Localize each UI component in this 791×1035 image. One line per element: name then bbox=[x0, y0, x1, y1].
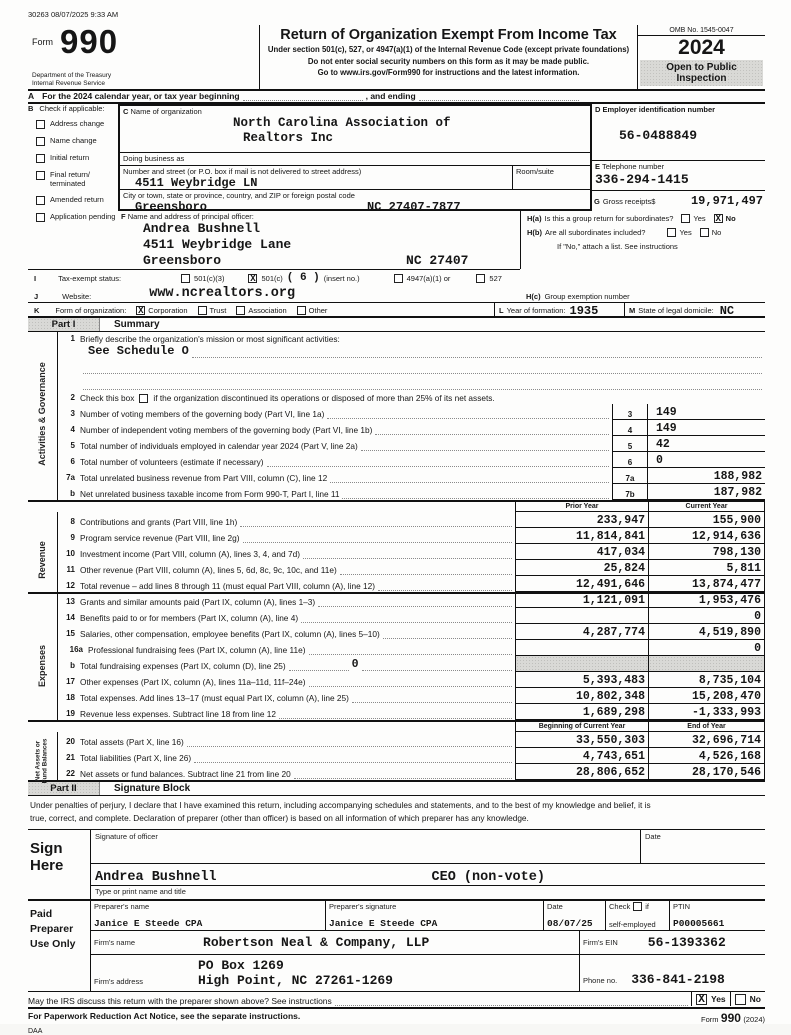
end-of-year-header: End of Year bbox=[648, 722, 765, 732]
form-word: Form bbox=[32, 37, 53, 47]
line5-value: 42 bbox=[648, 436, 765, 452]
group-exemption-row bbox=[520, 286, 765, 302]
mission-value-row bbox=[28, 345, 765, 359]
firm-address-row: Firm's address PO Box 1269 High Point, NC 27261-1269 Phone no. 336-841-2198 bbox=[91, 955, 765, 991]
form-footer: Form 990 (2024) bbox=[701, 1011, 765, 1025]
mission-label: Briefly describe the organization's mission or most significant activities: bbox=[80, 334, 340, 344]
status-501c-checkbox: X bbox=[250, 273, 256, 284]
summary-line-10: 10 Investment income (Part VIII, column (A), lines 3, 4, and 7d) 417,034 798,130 bbox=[28, 544, 765, 560]
beginning-of-year-header: Beginning of Current Year bbox=[515, 722, 648, 732]
current-year-header: Current Year bbox=[648, 502, 765, 512]
irs-discuss-row bbox=[28, 991, 765, 1007]
summary-line-16b: b Total fundraising expenses (Part IX, column (D), line 25) 0 bbox=[28, 656, 765, 672]
signature-date-cell: Date bbox=[640, 830, 765, 863]
department-label: Department of the Treasury Internal Revenue Service bbox=[32, 72, 112, 87]
part1-summary-table bbox=[28, 332, 765, 782]
form-subtitle-3: Go to www.irs.gov/Form990 for instructions and the latest information. bbox=[317, 68, 580, 77]
ha-yes-checkbox bbox=[681, 214, 690, 223]
tax-exempt-status-row: I Tax-exempt status: 501(c)(3) X 501(c) ( 6 ) (insert no.) 4947(a)(1) or 527 bbox=[28, 269, 520, 286]
sidebar-revenue: Revenue bbox=[37, 541, 47, 579]
form-title: Return of Organization Exempt From Income Tax bbox=[280, 27, 617, 43]
ein-phone-column bbox=[592, 104, 765, 211]
ein-cell bbox=[592, 104, 765, 160]
form-number: 990 bbox=[60, 23, 119, 60]
mission-value: See Schedule O bbox=[88, 344, 189, 358]
daa-code: DAA bbox=[28, 1028, 43, 1035]
insert-number: ( 6 ) bbox=[286, 272, 320, 284]
line-a-text-2: , and ending bbox=[365, 91, 416, 101]
open-to-public-badge: Open to Public Inspection bbox=[640, 60, 763, 86]
summary-line-7a: 7a Total unrelated business revenue from Part VIII, column (C), line 12 7a 188,982 bbox=[28, 468, 765, 484]
gross-receipts-value: 19,971,497 bbox=[690, 194, 763, 208]
ein-value: 56-0488849 bbox=[619, 128, 698, 143]
hb-note: If "No," attach a list. See instructions bbox=[557, 242, 678, 251]
checkbox-application-pending: Application pending bbox=[28, 212, 118, 222]
discontinued-checkbox bbox=[139, 394, 148, 403]
city-label: City or town, state or province, country, and ZIP or foreign postal code bbox=[123, 191, 355, 200]
initial-return-checkbox bbox=[36, 154, 45, 163]
form-of-organization-row: K Form of organization: X Corporation Trust Association Other L Year of formation: 1935 M State of legal domicile: NC bbox=[28, 302, 765, 318]
summary-line-8: 8 Contributions and grants (Part VIII, line 1h) 233,947 155,900 bbox=[28, 512, 765, 528]
form-number-block bbox=[28, 25, 260, 89]
preparer-date-value: 08/07/25 bbox=[547, 918, 593, 929]
part2-label: Part II bbox=[28, 782, 100, 795]
line-number: 1 bbox=[70, 334, 75, 343]
checkbox-address-change: Address change bbox=[28, 119, 118, 129]
officer-street: 4511 Weybridge Lane bbox=[143, 237, 292, 252]
summary-line-15: 15 Salaries, other compensation, employee benefits (Part IX, column (A), lines 5–10) 4,287,774 4,519,890 bbox=[28, 624, 765, 640]
discuss-yes-cell: X Yes bbox=[691, 992, 730, 1006]
firm-name-row: Firm's name Robertson Neal & Company, LLP Firm's EIN 56-1393362 bbox=[91, 931, 765, 955]
shaded-cell bbox=[515, 656, 648, 672]
part2-title: Signature Block bbox=[114, 783, 191, 794]
summary-line-20: 20 Total assets (Part X, line 16) 33,550,303 32,696,714 bbox=[28, 732, 765, 748]
status-527-checkbox bbox=[476, 274, 485, 283]
principal-officer-label: Name and address of principal officer: bbox=[127, 212, 254, 221]
summary-line-16a: 16a Professional fundraising fees (Part IX, column (A), line 11e) 0 bbox=[28, 640, 765, 656]
state-of-domicile-cell: M State of legal domicile: NC bbox=[624, 303, 765, 318]
summary-line-21: 21 Total liabilities (Part X, line 26) 4,743,651 4,526,168 bbox=[28, 748, 765, 764]
state-of-domicile-value: NC bbox=[719, 303, 735, 318]
city-value: Greensboro bbox=[135, 200, 208, 214]
org-name-row bbox=[120, 106, 590, 152]
hb-row: H(b) Are all subordinates included? Yes No bbox=[527, 228, 722, 237]
summary-line-4: 4 Number of independent voting members of the governing body (Part VI, line 1b) 4 149 bbox=[28, 420, 765, 436]
self-employed-cell: Check if self-employed bbox=[605, 901, 669, 930]
summary-line-17: 17 Other expenses (Part IX, column (A), lines 11a–11d, 11f–24e) 5,393,483 8,735,104 bbox=[28, 672, 765, 688]
perjury-declaration: Under penalties of perjury, I declare that I have examined this return, including accompanying schedules and statements, and to the best of my knowledge and belief, it is true, correct, and complete. Declaration of preparer (other than officer) is based on all information of which preparer has any knowledge. bbox=[30, 800, 651, 823]
officer-city: Greensboro bbox=[143, 253, 222, 268]
checkbox-name-change: Name change bbox=[28, 136, 118, 146]
summary-line-2: 2 Check this box if the organization discontinued its operations or disposed of more than 25% of its net assets. bbox=[28, 391, 765, 404]
section-d-label: D bbox=[595, 105, 601, 114]
corporation-checkbox: X bbox=[138, 306, 144, 316]
self-employed-checkbox bbox=[633, 902, 642, 911]
summary-line-22: 22 Net assets or fund balances. Subtract line 21 from line 20 28,806,652 28,170,546 bbox=[28, 764, 765, 780]
summary-line-14: 14 Benefits paid to or for members (Part IX, column (A), line 4) 0 bbox=[28, 608, 765, 624]
print-header: 30263 08/07/2025 9:33 AM bbox=[28, 10, 119, 19]
website-label: Website: bbox=[62, 292, 92, 301]
part1-label: Part I bbox=[28, 318, 100, 331]
principal-officer-section bbox=[118, 211, 520, 269]
mission-dotted-row bbox=[28, 359, 765, 375]
dba-row bbox=[120, 152, 590, 165]
final-return-checkbox bbox=[36, 171, 45, 180]
form-title-block bbox=[260, 25, 637, 89]
preparer-signature-value: Janice E Steede CPA bbox=[329, 918, 438, 929]
status-501c3-checkbox bbox=[181, 274, 190, 283]
trust-checkbox bbox=[198, 306, 207, 315]
ha-label: H(a) bbox=[527, 214, 542, 223]
section-j-label: J bbox=[34, 292, 39, 301]
sign-here-label: Sign Here bbox=[30, 840, 64, 874]
summary-line-18: 18 Total expenses. Add lines 13–17 (must equal Part IX, column (A), line 25) 10,802,348 15,208,470 bbox=[28, 688, 765, 704]
section-k-label: K bbox=[34, 306, 40, 315]
discuss-yes-checkbox: X bbox=[696, 994, 707, 1005]
phone-no-value: 336-841-2198 bbox=[631, 972, 725, 987]
summary-line-11: 11 Other revenue (Part VIII, column (A), lines 5, 6d, 8c, 9c, 10c, and 11e) 25,824 5,811 bbox=[28, 560, 765, 576]
state-zip-value: NC 27407-7877 bbox=[367, 200, 461, 214]
hc-label: H(c) bbox=[526, 292, 541, 301]
mission-dotted-row bbox=[28, 375, 765, 391]
line16b-value: 0 bbox=[351, 658, 359, 671]
tax-exempt-label: Tax-exempt status: bbox=[58, 273, 122, 283]
website-row bbox=[28, 286, 520, 302]
room-suite-label: Room/suite bbox=[516, 167, 554, 176]
section-e-label: E bbox=[595, 162, 601, 171]
signature-row bbox=[91, 830, 765, 864]
street-row bbox=[120, 165, 590, 189]
summary-line-5: 5 Total number of individuals employed in calendar year 2024 (Part V, line 2a) 5 42 bbox=[28, 436, 765, 452]
sidebar-expenses: Expenses bbox=[37, 644, 47, 688]
preparer-name-cell: Preparer's name Janice E Steede CPA bbox=[91, 901, 325, 930]
ptin-value: P00005661 bbox=[673, 918, 725, 929]
hb-text: Are all subordinates included? bbox=[545, 228, 646, 237]
form-org-label: Form of organization: bbox=[55, 306, 127, 315]
phone-cell bbox=[592, 160, 765, 190]
checkbox-final-return: Final return/ terminated bbox=[28, 170, 118, 188]
balance-columns-header bbox=[28, 720, 765, 732]
summary-line-9: 9 Program service revenue (Part VIII, line 2g) 11,814,841 12,914,636 bbox=[28, 528, 765, 544]
ptin-cell: PTIN P00005661 bbox=[669, 901, 765, 930]
section-g-label: G bbox=[594, 196, 600, 206]
line7a-value: 188,982 bbox=[648, 468, 765, 484]
type-or-print-label: Type or print name and title bbox=[95, 887, 186, 896]
street-label: Number and street (or P.O. box if mail is not delivered to street address) bbox=[123, 167, 362, 176]
paid-preparer-block bbox=[28, 899, 765, 991]
other-checkbox bbox=[297, 306, 306, 315]
form-header bbox=[28, 25, 765, 91]
gross-receipts-label: Gross receipts$ bbox=[602, 196, 656, 206]
form-subtitle-1: Under section 501(c), 527, or 4947(a)(1) of the Internal Revenue Code (except private foundations) bbox=[267, 45, 630, 54]
line-number: 2 bbox=[70, 393, 75, 402]
line-a-label: A bbox=[28, 91, 35, 101]
year-of-formation-cell: L Year of formation: 1935 bbox=[494, 303, 624, 318]
sign-here-block bbox=[28, 829, 765, 899]
paid-preparer-label: Paid Preparer Use Only bbox=[30, 908, 76, 950]
hb-no-checkbox bbox=[700, 228, 709, 237]
summary-line-3: 3 Number of voting members of the governing body (Part VI, line 1a) 3 149 bbox=[28, 404, 765, 420]
preparer-row-1 bbox=[91, 901, 765, 931]
application-pending-checkbox bbox=[36, 213, 45, 222]
omb-number: OMB No. 1545-0047 bbox=[638, 25, 765, 36]
year-columns-header bbox=[28, 500, 765, 512]
name-change-checkbox bbox=[36, 137, 45, 146]
summary-line-19: 19 Revenue less expenses. Subtract line 18 from line 12 1,689,298 -1,333,993 bbox=[28, 704, 765, 720]
ha-no-checkbox: X bbox=[715, 214, 721, 224]
officer-name-row bbox=[91, 864, 765, 886]
discuss-no-checkbox bbox=[735, 994, 746, 1005]
street-value: 4511 Weybridge LN bbox=[135, 176, 258, 190]
part1-title: Summary bbox=[114, 319, 160, 330]
irs-discuss-text: May the IRS discuss this return with the preparer shown above? See instructions bbox=[28, 996, 332, 1006]
prior-year-header: Prior Year bbox=[515, 502, 648, 512]
part1-header bbox=[28, 318, 765, 332]
firm-ein-value: 56-1393362 bbox=[647, 935, 726, 950]
officer-signed-title: CEO (non-vote) bbox=[431, 870, 545, 885]
line3-value: 149 bbox=[648, 404, 765, 420]
line7b-value: 187,982 bbox=[648, 484, 765, 500]
year-of-formation-value: 1935 bbox=[569, 303, 599, 318]
line-a bbox=[28, 91, 765, 104]
hb-yes-checkbox bbox=[667, 228, 676, 237]
paperwork-notice: For Paperwork Reduction Act Notice, see the separate instructions. bbox=[28, 1011, 301, 1021]
association-checkbox bbox=[236, 306, 245, 315]
ha-text: Is this a group return for subordinates? bbox=[544, 214, 674, 223]
hb-label: H(b) bbox=[527, 228, 542, 237]
section-b-title: Check if applicable: bbox=[39, 104, 105, 113]
tax-year: 2024 bbox=[678, 36, 725, 59]
firm-address-line1: PO Box 1269 bbox=[197, 958, 284, 973]
status-4947-checkbox bbox=[394, 274, 403, 283]
summary-line-6: 6 Total number of volunteers (estimate if necessary) 6 0 bbox=[28, 452, 765, 468]
line-a-text: For the 2024 calendar year, or tax year beginning bbox=[42, 91, 240, 101]
section-i-label: I bbox=[34, 273, 37, 283]
section-b-label: B bbox=[28, 104, 34, 113]
amended-return-checkbox bbox=[36, 196, 45, 205]
officer-state-zip: NC 27407 bbox=[406, 253, 469, 268]
omb-block bbox=[637, 25, 765, 89]
signature-of-officer-label: Signature of officer bbox=[95, 832, 158, 841]
phone-label: Telephone number bbox=[601, 162, 665, 171]
shaded-cell bbox=[648, 656, 765, 672]
section-f-label: F bbox=[121, 212, 126, 221]
hc-text: Group exemption number bbox=[544, 292, 630, 301]
preparer-name-value: Janice E Steede CPA bbox=[94, 918, 203, 929]
org-name-label: Name of organization bbox=[130, 107, 202, 116]
check-if-applicable bbox=[28, 104, 118, 269]
checkbox-initial-return: Initial return bbox=[28, 153, 118, 163]
tax-year-begin-field bbox=[243, 92, 363, 101]
firm-address-line2: High Point, NC 27261-1269 bbox=[197, 973, 393, 988]
ein-label: Employer identification number bbox=[602, 105, 716, 114]
group-return-section bbox=[520, 211, 765, 269]
address-change-checkbox bbox=[36, 120, 45, 129]
org-name-value-1: North Carolina Association of bbox=[233, 116, 451, 130]
phone-value: 336-294-1415 bbox=[595, 172, 689, 187]
preparer-date-cell: Date 08/07/25 bbox=[543, 901, 605, 930]
summary-line-13: 13 Grants and similar amounts paid (Part IX, column (A), lines 1–3) 1,121,091 1,953,476 bbox=[28, 592, 765, 608]
form-subtitle-2: Do not enter social security numbers on this form as it may be made public. bbox=[307, 57, 590, 66]
officer-signed-name: Andrea Bushnell bbox=[95, 870, 217, 885]
discuss-no-cell: No bbox=[730, 992, 765, 1006]
org-name-value-2: Realtors Inc bbox=[243, 131, 334, 145]
line4-value: 149 bbox=[648, 420, 765, 436]
room-suite-cell bbox=[512, 166, 590, 189]
checkbox-amended-return: Amended return bbox=[28, 195, 118, 205]
tax-year-end-field bbox=[419, 92, 579, 101]
firm-name-value: Robertson Neal & Company, LLP bbox=[203, 935, 430, 950]
sidebar-activities-governance: Activities & Governance bbox=[37, 362, 47, 466]
summary-line-12: 12 Total revenue – add lines 8 through 11 (must equal Part VIII, column (A), line 12) 12,491,646 13,874,477 bbox=[28, 576, 765, 592]
website-value: www.ncrealtors.org bbox=[149, 286, 296, 301]
city-row bbox=[120, 189, 590, 213]
part2-header bbox=[28, 782, 765, 796]
page-footer bbox=[28, 1007, 765, 1025]
ha-row: H(a) Is this a group return for subordinates? Yes X No bbox=[527, 214, 736, 224]
gross-receipts-cell bbox=[592, 190, 765, 211]
organization-box bbox=[118, 104, 592, 214]
preparer-signature-cell: Preparer's signature Janice E Steede CPA bbox=[325, 901, 543, 930]
line6-value: 0 bbox=[648, 452, 765, 468]
section-c-label: C bbox=[123, 107, 129, 116]
identity-section bbox=[28, 104, 765, 318]
dba-label: Doing business as bbox=[123, 154, 185, 163]
officer-name: Andrea Bushnell bbox=[143, 221, 261, 236]
summary-line-7b: b Net unrelated business taxable income from Form 990-T, Part I, line 11 7b 187,982 bbox=[28, 484, 765, 500]
sidebar-net-assets: Net Assets or Fund Balances bbox=[34, 738, 48, 784]
